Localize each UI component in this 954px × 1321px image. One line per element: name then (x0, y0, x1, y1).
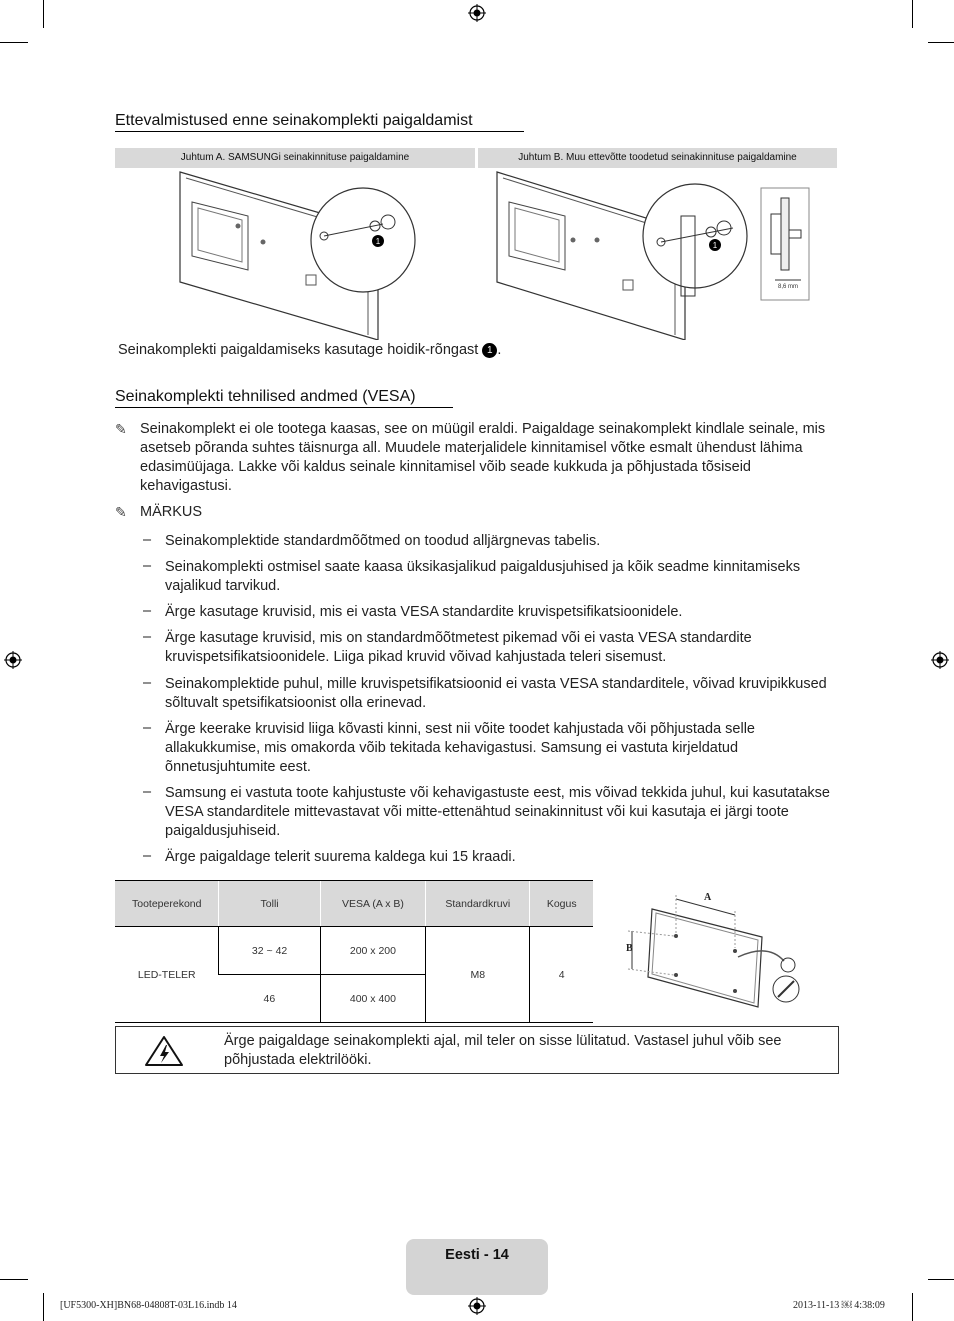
table-cell-vesa: 200 x 200 (320, 927, 425, 975)
instruction-text (118, 341, 501, 360)
bullet-marker: – (143, 720, 152, 736)
crop-mark (43, 0, 44, 28)
vesa-table (115, 880, 593, 1023)
registration-mark-icon (468, 1297, 486, 1315)
registration-mark-icon (468, 4, 486, 22)
column-header: Kogus (530, 881, 593, 927)
warning-text: Ärge paigaldage seinakomplekti ajal, mil teler on sisse lülitatud. Vastasel juhul võib see põhjustada elektrilööki. (224, 1033, 782, 1068)
table-cell-qty: 4 (530, 927, 593, 1023)
list-item: Ärge paigaldage telerit suurema kaldega kui 15 kraadi. (165, 849, 516, 865)
crop-mark (912, 0, 913, 28)
crop-mark (0, 1279, 28, 1280)
bullet-marker: – (143, 532, 152, 548)
vesa-diagram (620, 885, 820, 1010)
callout-1: 1 (375, 237, 381, 246)
crop-mark (0, 42, 28, 43)
bullet-marker: – (143, 675, 152, 691)
list-item: Samsung ei vastuta toote kahjustuste või kehavigastuste eest, mis võivad tekkida juhul, kui kasutatakse VESA standarditele mittevastavat või mitte-ettenähtud seinakinnitust või kui kasutaja ei järgi toote paigaldusjuhiseid. (165, 785, 830, 839)
warning-triangle-icon (144, 1035, 184, 1067)
instruction-end: . (497, 342, 502, 358)
column-header: Standardkruvi (426, 881, 530, 927)
diagram-label-b: B (626, 943, 633, 954)
instruction-text-body: Seinakomplekti paigaldamiseks kasutage hoidik-rõngast (118, 342, 479, 358)
bullet-marker: – (143, 848, 152, 864)
table-header-row (115, 881, 593, 927)
warning-box (115, 1026, 839, 1074)
bullet-marker: – (143, 603, 152, 619)
page-number-tab: Eesti - 14 (406, 1239, 548, 1295)
list-item: Seinakomplekti ostmisel saate kaasa üksikasjalikud paigaldusjuhised ja kõik seadme kinnitamiseks vajalikud tarvikud. (165, 559, 801, 594)
wall-mount-illustration-a (178, 170, 418, 340)
list-item: Seinakomplektide puhul, mille kruvispetsifikatsioonid ei vasta VESA standarditele, võivad kruvipikkused sõltuvalt spetsifikatsioonist olla erinevad. (165, 676, 827, 711)
case-b-caption: Juhtum B. Muu ettevõtte toodetud seinakinnituse paigaldamine (478, 148, 837, 168)
list-item: Ärge kasutage kruvisid, mis on standardmõõtmetest pikemad või ei vasta VESA standardite kruvispetsifikatsioonidele. Liiga pikad kruvid võivad kahjustada teleri sisemust. (165, 630, 752, 665)
table-row (115, 927, 593, 975)
note-icon: ✎ (115, 421, 127, 437)
column-header: Tolli (219, 881, 320, 927)
crop-mark (43, 1293, 44, 1321)
callout-1: 1 (712, 241, 718, 250)
dimension-label: 8,6 mm (778, 284, 799, 290)
note-label: MÄRKUS (140, 504, 203, 520)
list-item: Ärge keerake kruvisid liiga kõvasti kinni, sest nii võite toodet kahjustada või põhjustada selle allakukkumise, mis omakorda võib tekitada kehavigastusi. Samsung ei vastuta kirjeldatud õnnetusjuhtumite eest. (165, 721, 755, 775)
diagram-label-a: A (704, 892, 712, 903)
column-header: Tooteperekond (115, 881, 219, 927)
section-title-preparation: Ettevalmistused enne seinakomplekti paigaldamist (115, 112, 473, 129)
wall-mount-illustration-b (495, 170, 815, 340)
registration-mark-icon (931, 651, 949, 669)
bullet-marker: – (143, 784, 152, 800)
note-text: Seinakomplekt ei ole tootega kaasas, see on müügil eraldi. Paigaldage seinakomplekt kindlale seinale, mis asetseb põranda suhtes täisnurga all. Muudele materjalidele kinnitamisel võtke esmalt ühendust lähima edasimüüjaga. Lakke või kaldus seinale kinnitamisel võib seade kukkuda ja põhjustada tõsiseid kehavigastusi. (140, 421, 826, 494)
table-cell-vesa: 400 x 400 (320, 975, 425, 1023)
footer-timestamp: 2013-11-13 ￼ 4:38:09 (793, 1300, 885, 1311)
table-cell-screw: M8 (426, 927, 530, 1023)
title-underline (115, 131, 524, 132)
crop-mark (912, 1293, 913, 1321)
list-item: Seinakomplektide standardmõõtmed on toodud alljärgnevas tabelis. (165, 533, 601, 549)
case-a-caption: Juhtum A. SAMSUNGi seinakinnituse paigaldamine (115, 148, 475, 168)
instruction-marker: 1 (482, 343, 497, 358)
title-underline (115, 407, 453, 408)
table-cell-family: LED-TELER (115, 927, 219, 1023)
table-cell-inch: 46 (219, 975, 320, 1023)
crop-mark (928, 1279, 954, 1280)
list-item: Ärge kasutage kruvisid, mis ei vasta VESA standardite kruvispetsifikatsioonidele. (165, 604, 683, 620)
bullet-marker: – (143, 629, 152, 645)
crop-mark (928, 42, 954, 43)
note-icon: ✎ (115, 504, 127, 520)
bullet-marker: – (143, 558, 152, 574)
column-header: VESA (A x B) (320, 881, 425, 927)
registration-mark-icon (4, 651, 22, 669)
footer-file: [UF5300-XH]BN68-04808T-03L16.indb 14 (60, 1300, 237, 1311)
section-title-vesa: Seinakomplekti tehnilised andmed (VESA) (115, 388, 416, 405)
table-cell-inch: 32 ~ 42 (219, 927, 320, 975)
